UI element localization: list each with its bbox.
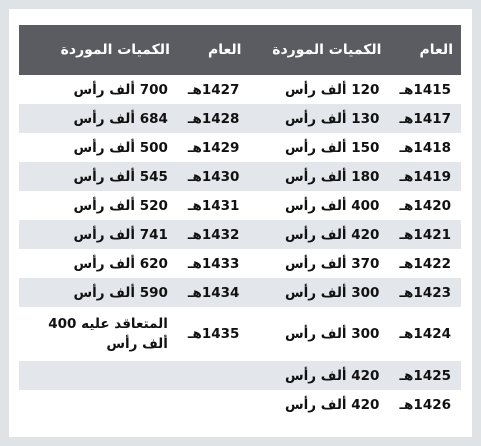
header-qty-2: الكميات الموردة xyxy=(19,25,178,75)
table-row xyxy=(19,133,461,162)
cell-qty-1: 420 ألف رأس xyxy=(249,220,389,249)
cell-qty-1: 420 ألف رأس xyxy=(249,361,389,390)
cell-qty-1: 130 ألف رأس xyxy=(249,104,389,133)
cell-qty-1: 420 ألف رأس xyxy=(285,396,380,413)
table-row xyxy=(19,361,461,390)
cell-year-2: 1429هـ xyxy=(187,139,240,156)
cell-qty-1: 300 ألف رأس xyxy=(285,326,380,342)
table-row xyxy=(19,220,461,249)
cell-year-2: 1433هـ xyxy=(187,255,240,272)
cell-year-1: 1423هـ xyxy=(389,278,461,307)
cell-qty-2: 620 ألف رأس xyxy=(73,255,168,272)
cell-qty-2: 741 ألف رأس xyxy=(19,220,178,249)
cell-year-1: 1422هـ xyxy=(399,255,451,272)
cell-qty-1: 120 ألف رأس xyxy=(285,81,380,98)
cell-year-2: 1427هـ xyxy=(187,81,240,98)
table-row xyxy=(19,104,461,133)
cell-year-1: 1425هـ xyxy=(389,361,461,390)
table-row xyxy=(19,249,461,278)
table-card xyxy=(9,9,472,437)
header-year-2: العام xyxy=(178,25,250,75)
cell-year-1: 1415هـ xyxy=(399,81,451,98)
table-row xyxy=(19,162,461,191)
cell-qty-2 xyxy=(19,390,178,419)
cell-year-2: 1434هـ xyxy=(178,278,250,307)
cell-year-2 xyxy=(178,390,250,419)
cell-year-2 xyxy=(178,361,250,390)
header-qty-1: الكميات الموردة xyxy=(249,25,389,75)
cell-year-2: 1428هـ xyxy=(178,104,250,133)
supply-table xyxy=(19,25,461,419)
table-row xyxy=(19,307,461,361)
cell-qty-1: 150 ألف رأس xyxy=(285,139,380,156)
cell-year-1: 1426هـ xyxy=(399,396,451,413)
cell-year-2: 1435هـ xyxy=(187,326,240,342)
table-row xyxy=(19,191,461,220)
cell-qty-1: 300 ألف رأس xyxy=(249,278,389,307)
cell-qty-2: 520 ألف رأس xyxy=(73,197,168,214)
cell-qty-1: 370 ألف رأس xyxy=(285,255,380,272)
cell-qty-2: 590 ألف رأس xyxy=(19,278,178,307)
cell-year-1: 1421هـ xyxy=(389,220,461,249)
cell-year-1: 1419هـ xyxy=(389,162,461,191)
cell-year-2: 1432هـ xyxy=(178,220,250,249)
table-row xyxy=(19,278,461,307)
cell-year-1: 1418هـ xyxy=(399,139,451,156)
header-year-1: العام xyxy=(389,25,461,75)
cell-year-1: 1420هـ xyxy=(399,197,451,214)
cell-qty-2: 700 ألف رأس xyxy=(73,81,168,98)
cell-qty-2 xyxy=(19,361,178,390)
table-row xyxy=(19,390,461,419)
cell-year-2: 1430هـ xyxy=(178,162,250,191)
cell-qty-1: 400 ألف رأس xyxy=(285,197,380,214)
table-row xyxy=(19,75,461,104)
cell-qty-2: 684 ألف رأس xyxy=(19,104,178,133)
cell-qty-2: 500 ألف رأس xyxy=(73,139,168,156)
cell-qty-2: 545 ألف رأس xyxy=(19,162,178,191)
cell-qty-2: المتعاقد عليه 400 ألف رأس xyxy=(48,316,168,352)
cell-year-1: 1424هـ xyxy=(399,326,451,342)
header-row xyxy=(19,25,461,75)
cell-qty-1: 180 ألف رأس xyxy=(249,162,389,191)
cell-year-2: 1431هـ xyxy=(187,197,240,214)
cell-year-1: 1417هـ xyxy=(389,104,461,133)
